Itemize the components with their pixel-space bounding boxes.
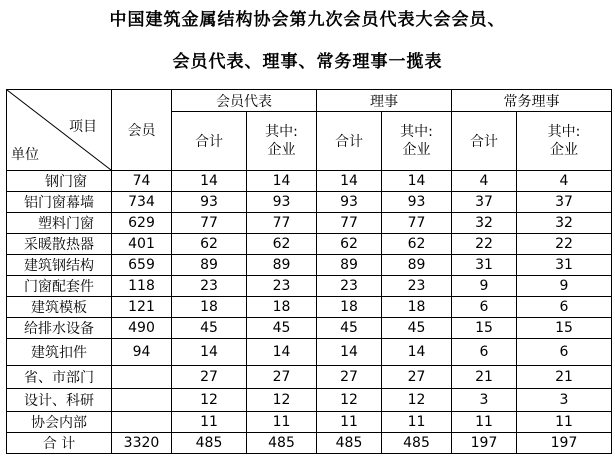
directors-total-cell: 23 <box>317 276 382 297</box>
delegates-total-cell: 27 <box>172 366 247 389</box>
delegates-enterprise-cell: 14 <box>247 171 317 192</box>
header-delegates-enterprise <box>247 112 317 171</box>
delegates-enterprise-cell: 62 <box>247 234 317 255</box>
unit-cell: 门窗配套件 <box>7 276 112 297</box>
header-directors-total: 合计 <box>317 112 382 171</box>
delegates-enterprise-cell: 18 <box>247 297 317 318</box>
delegates-total-cell: 485 <box>172 433 247 454</box>
table-row <box>7 213 612 234</box>
delegates-total-cell: 14 <box>172 171 247 192</box>
delegates-total-cell: 62 <box>172 234 247 255</box>
table-row <box>7 255 612 276</box>
header-group-standing: 常务理事 <box>452 90 612 112</box>
directors-enterprise-cell: 14 <box>382 171 452 192</box>
directors-enterprise-cell: 23 <box>382 276 452 297</box>
standing-enterprise-cell: 3 <box>517 389 612 412</box>
table-row <box>7 318 612 339</box>
delegates-enterprise-cell: 11 <box>247 412 317 433</box>
directors-enterprise-cell: 485 <box>382 433 452 454</box>
delegates-enterprise-cell: 93 <box>247 192 317 213</box>
directors-enterprise-cell: 93 <box>382 192 452 213</box>
header-enterprise-label: 企业 <box>402 142 431 158</box>
member-cell <box>112 412 172 433</box>
delegates-total-cell: 11 <box>172 412 247 433</box>
standing-total-cell: 11 <box>452 412 517 433</box>
directors-enterprise-cell: 14 <box>382 339 452 366</box>
unit-cell: 设计、科研 <box>7 389 112 412</box>
header-group-directors: 理事 <box>317 90 452 112</box>
directors-enterprise-cell: 12 <box>382 389 452 412</box>
unit-cell: 铝门窗幕墙 <box>7 192 112 213</box>
standing-total-cell: 9 <box>452 276 517 297</box>
member-cell: 401 <box>112 234 172 255</box>
delegates-total-cell: 77 <box>172 213 247 234</box>
header-delegates-total: 合计 <box>172 112 247 171</box>
standing-enterprise-cell: 6 <box>517 297 612 318</box>
header-of-which-label: 其中: <box>400 124 433 140</box>
corner-header-cell <box>7 90 112 171</box>
standing-total-cell: 32 <box>452 213 517 234</box>
header-enterprise-label: 企业 <box>267 142 296 158</box>
member-cell: 74 <box>112 171 172 192</box>
standing-enterprise-cell: 22 <box>517 234 612 255</box>
table-row <box>7 192 612 213</box>
table-row <box>7 234 612 255</box>
member-cell <box>112 389 172 412</box>
standing-total-cell: 15 <box>452 318 517 339</box>
directors-total-cell: 14 <box>317 171 382 192</box>
unit-cell: 建筑钢结构 <box>7 255 112 276</box>
unit-cell: 协会内部 <box>7 412 112 433</box>
header-of-which-label: 其中: <box>547 124 581 140</box>
standing-total-cell: 4 <box>452 171 517 192</box>
header-member: 会员 <box>112 90 172 171</box>
directors-total-cell: 11 <box>317 412 382 433</box>
delegates-total-cell: 45 <box>172 318 247 339</box>
member-cell: 490 <box>112 318 172 339</box>
unit-cell: 建筑扣件 <box>7 339 112 366</box>
table-row <box>7 412 612 433</box>
standing-enterprise-cell: 21 <box>517 366 612 389</box>
table-row <box>7 339 612 366</box>
table-row <box>7 389 612 412</box>
table-title-line-2: 会员代表、理事、常务理事一揽表 <box>172 52 443 72</box>
standing-enterprise-cell: 9 <box>517 276 612 297</box>
delegates-enterprise-cell: 45 <box>247 318 317 339</box>
directors-total-cell: 12 <box>317 389 382 412</box>
standing-enterprise-cell: 4 <box>517 171 612 192</box>
standing-total-cell: 31 <box>452 255 517 276</box>
directors-enterprise-cell: 18 <box>382 297 452 318</box>
table-row <box>7 171 612 192</box>
directors-enterprise-cell: 89 <box>382 255 452 276</box>
directors-total-cell: 93 <box>317 192 382 213</box>
delegates-enterprise-cell: 14 <box>247 339 317 366</box>
directors-total-cell: 77 <box>317 213 382 234</box>
delegates-total-cell: 12 <box>172 389 247 412</box>
standing-total-cell: 3 <box>452 389 517 412</box>
standing-enterprise-cell: 37 <box>517 192 612 213</box>
corner-label-unit: 单位 <box>11 147 39 163</box>
header-standing-enterprise <box>517 112 612 171</box>
delegates-total-cell: 23 <box>172 276 247 297</box>
member-cell: 118 <box>112 276 172 297</box>
directors-total-cell: 89 <box>317 255 382 276</box>
table-row <box>7 366 612 389</box>
header-enterprise-label: 企业 <box>550 142 578 158</box>
directors-total-cell: 14 <box>317 339 382 366</box>
header-row-groups <box>7 90 612 112</box>
delegates-enterprise-cell: 77 <box>247 213 317 234</box>
table-title-line-1: 中国建筑金属结构协会第九次会员代表大会会员、 <box>109 10 506 30</box>
corner-label-project: 项目 <box>69 119 97 135</box>
unit-cell: 省、市部门 <box>7 366 112 389</box>
unit-cell: 采暖散热器 <box>7 234 112 255</box>
table-row <box>7 297 612 318</box>
header-standing-total: 合计 <box>452 112 517 171</box>
directors-total-cell: 27 <box>317 366 382 389</box>
standing-enterprise-cell: 197 <box>517 433 612 454</box>
header-of-which-label: 其中: <box>265 124 298 140</box>
delegates-total-cell: 18 <box>172 297 247 318</box>
standing-total-cell: 6 <box>452 297 517 318</box>
directors-enterprise-cell: 77 <box>382 213 452 234</box>
standing-total-cell: 37 <box>452 192 517 213</box>
unit-cell: 建筑模板 <box>7 297 112 318</box>
unit-cell-total: 合 计 <box>7 433 112 454</box>
member-cell: 94 <box>112 339 172 366</box>
standing-enterprise-cell: 15 <box>517 318 612 339</box>
unit-cell: 塑料门窗 <box>7 213 112 234</box>
delegates-enterprise-cell: 23 <box>247 276 317 297</box>
delegates-total-cell: 89 <box>172 255 247 276</box>
membership-table <box>6 89 612 454</box>
member-cell: 734 <box>112 192 172 213</box>
member-cell: 629 <box>112 213 172 234</box>
table-row-total <box>7 433 612 454</box>
directors-total-cell: 45 <box>317 318 382 339</box>
member-cell: 121 <box>112 297 172 318</box>
delegates-enterprise-cell: 89 <box>247 255 317 276</box>
unit-cell: 钢门窗 <box>7 171 112 192</box>
member-cell: 659 <box>112 255 172 276</box>
member-cell: 3320 <box>112 433 172 454</box>
directors-total-cell: 18 <box>317 297 382 318</box>
directors-total-cell: 485 <box>317 433 382 454</box>
directors-enterprise-cell: 27 <box>382 366 452 389</box>
standing-total-cell: 22 <box>452 234 517 255</box>
delegates-total-cell: 14 <box>172 339 247 366</box>
delegates-enterprise-cell: 12 <box>247 389 317 412</box>
standing-total-cell: 197 <box>452 433 517 454</box>
standing-enterprise-cell: 31 <box>517 255 612 276</box>
header-group-delegates: 会员代表 <box>172 90 317 112</box>
standing-enterprise-cell: 6 <box>517 339 612 366</box>
directors-enterprise-cell: 11 <box>382 412 452 433</box>
standing-enterprise-cell: 11 <box>517 412 612 433</box>
delegates-enterprise-cell: 27 <box>247 366 317 389</box>
directors-total-cell: 62 <box>317 234 382 255</box>
standing-total-cell: 6 <box>452 339 517 366</box>
unit-cell: 给排水设备 <box>7 318 112 339</box>
table-row <box>7 276 612 297</box>
directors-enterprise-cell: 62 <box>382 234 452 255</box>
standing-total-cell: 21 <box>452 366 517 389</box>
member-cell <box>112 366 172 389</box>
standing-enterprise-cell: 32 <box>517 213 612 234</box>
directors-enterprise-cell: 45 <box>382 318 452 339</box>
delegates-total-cell: 93 <box>172 192 247 213</box>
delegates-enterprise-cell: 485 <box>247 433 317 454</box>
header-directors-enterprise <box>382 112 452 171</box>
